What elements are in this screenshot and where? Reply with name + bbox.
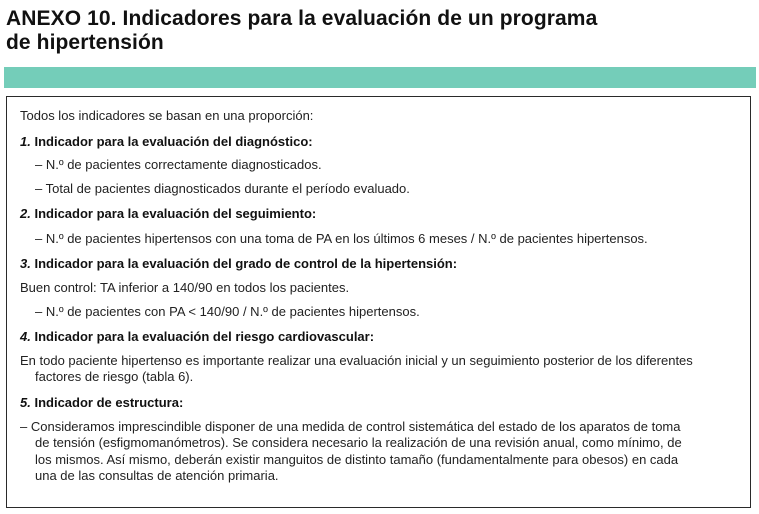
section-5-heading (20, 395, 183, 411)
section-3-number: 3. (20, 256, 31, 271)
page-title (6, 7, 597, 55)
section-3-note: Buen control: TA inferior a 140/90 en todos los pacientes. (20, 280, 350, 295)
section-5-text-line-4: una de las consultas de atención primaria. (35, 468, 279, 483)
section-1-number: 1. (20, 134, 31, 149)
section-5-text-line-1: – Consideramos imprescindible disponer de una medida de control sistemática del estado de los aparatos de toma (20, 419, 681, 434)
section-4-text-line-2: factores de riesgo (tabla 6). (35, 369, 194, 384)
section-5-title: Indicador de estructura: (34, 395, 184, 410)
section-3-title: Indicador para la evaluación del grado de control de la hipertensión: (34, 256, 458, 271)
indicators-box (6, 96, 751, 508)
section-2-item-1: – N.º de pacientes hipertensos con una toma de PA en los últimos 6 meses / N.º de pacientes hipertensos. (35, 231, 648, 246)
section-4-number: 4. (20, 329, 31, 344)
section-2-number: 2. (20, 206, 31, 221)
section-4-title: Indicador para la evaluación del riesgo cardiovascular: (34, 329, 375, 344)
section-3-item-1: – N.º de pacientes con PA < 140/90 / N.º de pacientes hipertensos. (35, 304, 420, 319)
section-1-item-1: – N.º de pacientes correctamente diagnosticados. (35, 157, 322, 172)
section-1-item-2: – Total de pacientes diagnosticados durante el período evaluado. (35, 181, 410, 196)
section-5-text-line-3: los mismos. Así mismo, deberán existir manguitos de distinto tamaño (fundamentalmente para obesos) en cada (35, 452, 679, 467)
section-1-title: Indicador para la evaluación del diagnóstico: (34, 134, 313, 149)
section-4-heading (20, 329, 374, 345)
intro-text: Todos los indicadores se basan en una proporción: (20, 108, 314, 123)
section-5-text-line-2: de tensión (esfigmomanómetros). Se considera necesario la realización de una revisión anual, como mínimo, de (35, 435, 682, 450)
title-line-2: de hipertensión (6, 31, 164, 54)
section-3-heading (20, 256, 457, 272)
section-5-number: 5. (20, 395, 31, 410)
section-2-heading (20, 206, 316, 222)
section-4-text-line-1: En todo paciente hipertenso es importante realizar una evaluación inicial y un seguimiento posterior de los diferentes (20, 353, 693, 368)
section-1-heading (20, 134, 313, 150)
accent-band (4, 67, 756, 88)
section-2-title: Indicador para la evaluación del seguimiento: (34, 206, 317, 221)
title-line-1: ANEXO 10. Indicadores para la evaluación de un programa (6, 7, 598, 30)
